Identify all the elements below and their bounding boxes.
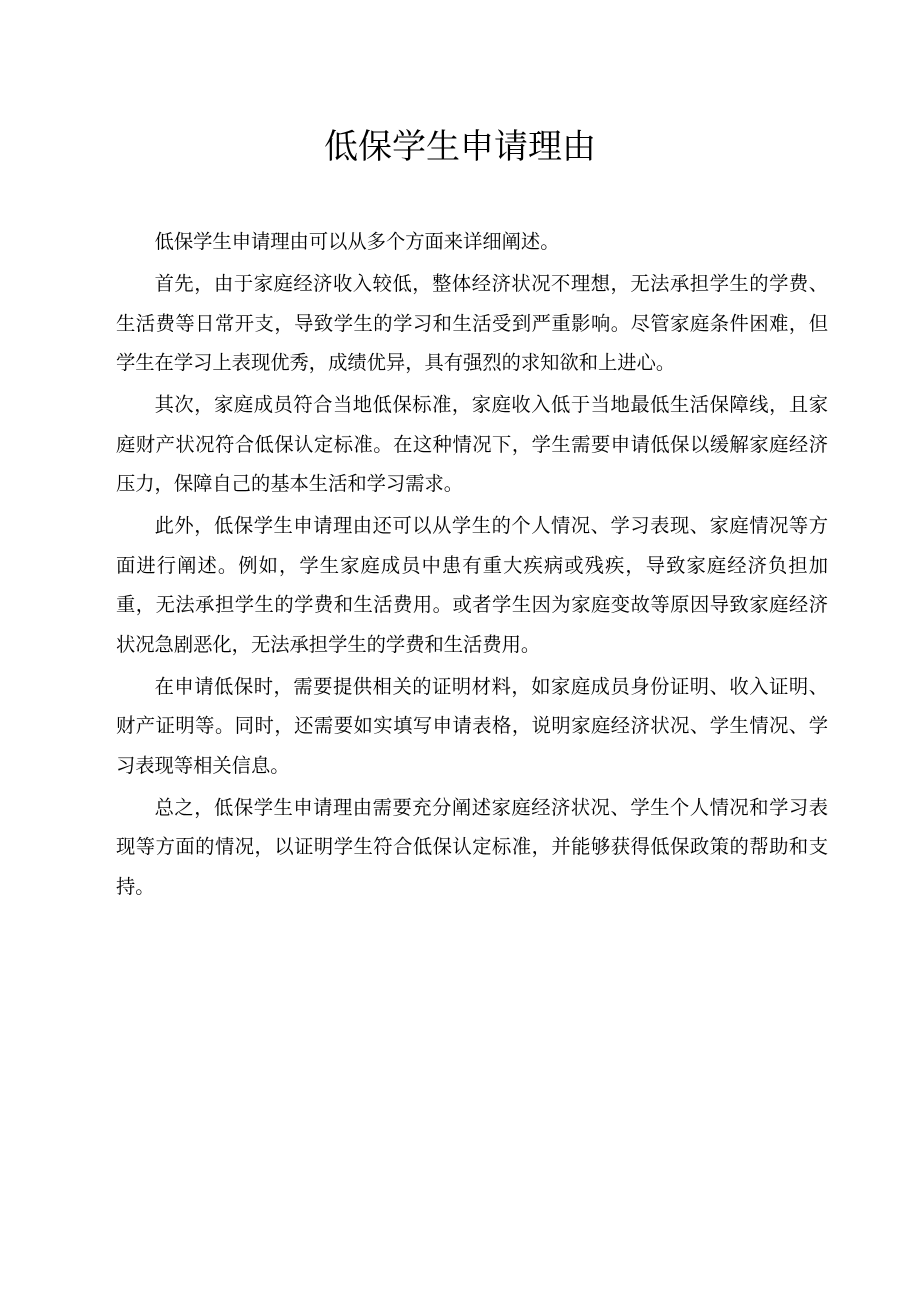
- paragraph-second-reason: 其次，家庭成员符合当地低保标准，家庭收入低于当地最低生活保障线，且家庭财产状况符合低保认定标准。在这种情况下，学生需要申请低保以缓解家庭经济压力，保障自己的基本生活和学习需求。: [116, 393, 828, 495]
- document-body: [116, 222, 828, 909]
- paragraph-additional-reasons: 此外，低保学生申请理由还可以从学生的个人情况、学习表现、家庭情况等方面进行阐述。例如，学生家庭成员中患有重大疾病或残疾，导致家庭经济负担加重，无法承担学生的学费和生活费用。或者学生因为家庭变故等原因导致家庭经济状况急剧恶化，无法承担学生的学费和生活费用。: [116, 514, 828, 656]
- document-title: 低保学生申请理由: [324, 127, 596, 167]
- paragraph-intro: 低保学生申请理由可以从多个方面来详细阐述。: [154, 230, 560, 253]
- paragraph-required-materials: 在申请低保时，需要提供相关的证明材料，如家庭成员身份证明、收入证明、财产证明等。同时，还需要如实填写申请表格，说明家庭经济状况、学生情况、学习表现等相关信息。: [116, 674, 828, 777]
- paragraph-first-reason: 首先，由于家庭经济收入较低，整体经济状况不理想，无法承担学生的学费、生活费等日常开支，导致学生的学习和生活受到严重影响。尽管家庭条件困难，但学生在学习上表现优秀，成绩优异，具有强烈的求知欲和上进心。: [116, 272, 828, 374]
- paragraph-conclusion: 总之，低保学生申请理由需要充分阐述家庭经济状况、学生个人情况和学习表现等方面的情况，以证明学生符合低保认定标准，并能够获得低保政策的帮助和支持。: [116, 795, 828, 898]
